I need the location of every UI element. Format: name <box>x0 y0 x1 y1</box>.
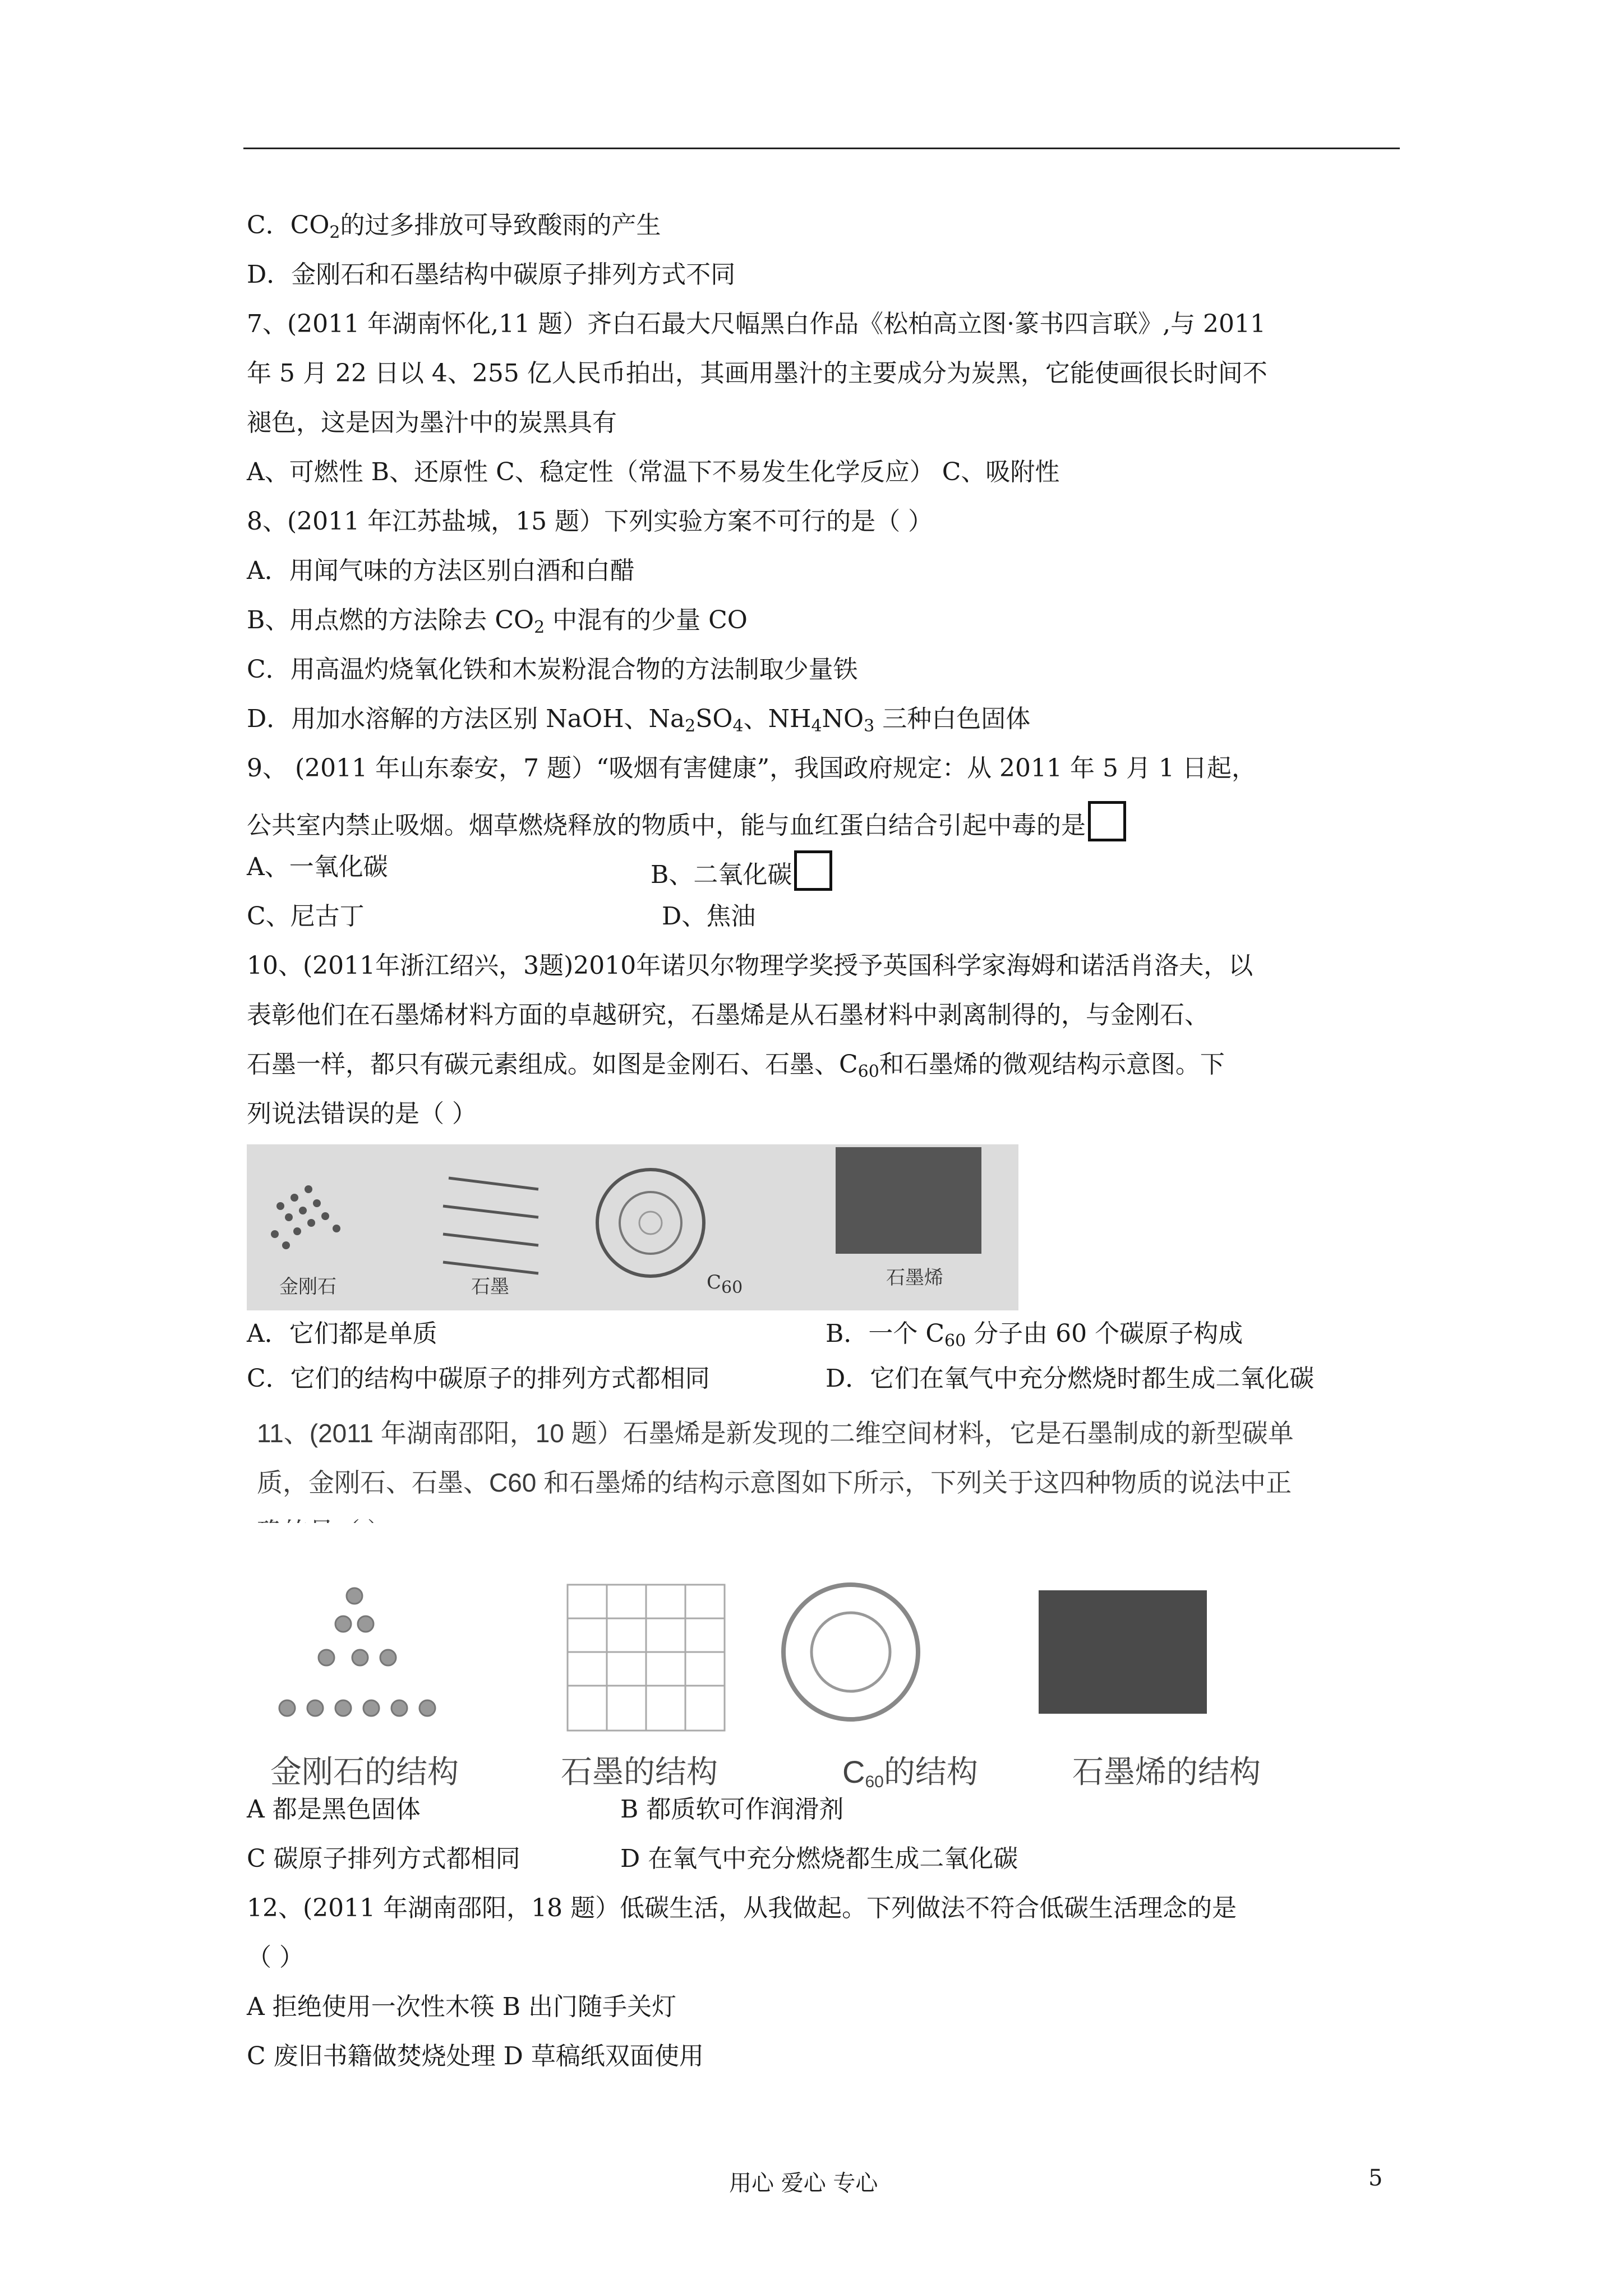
q9-option-d: D、焦油 <box>662 902 756 931</box>
q10-option-b: B．一个 $C_{60}$ 分子由 60 个碳原子构成 <box>826 1319 1243 1351</box>
q11-stem-line1: 11、(2011 年湖南邵阳，10 题）石墨烯是新发现的二维空间材料，它是石墨制成的新型碳单 <box>257 1419 1294 1448</box>
c60-structure <box>597 1170 704 1276</box>
q9-stem-line2: 公共室内禁止吸烟。烟草燃烧释放的物质中，能与血红蛋白结合引起中毒的是 <box>247 801 1126 843</box>
q12-options-ab: A 拒绝使用一次性木筷 B 出门随手关灯 <box>247 1993 677 2021</box>
q10-option-d: D．它们在氧气中充分燃烧时都生成二氧化碳 <box>826 1364 1315 1393</box>
allotrope-structures-image-2 <box>242 1562 1308 1764</box>
figure-label-graphene: 石墨烯 <box>886 1267 943 1289</box>
graphene-structure <box>836 1147 981 1254</box>
q10-stem-line2: 表彰他们在石墨烯材料方面的卓越研究，石墨烯是从石墨材料中剥离制得的，与金刚石、 <box>247 1001 1209 1029</box>
footer-motto: 用心 爱心 专心 <box>729 2170 878 2196</box>
graphite-structure-2 <box>568 1585 725 1731</box>
q8-option-b: B、用点燃的方法除去 $CO_2$ 中混有的少量 CO <box>247 606 748 637</box>
figure-label-diamond: 金刚石 <box>279 1276 336 1298</box>
q11-option-c: C 碳原子排列方式都相同 <box>247 1844 520 1873</box>
figure-label-diamond-structure: 金刚石的结构 <box>270 1754 459 1789</box>
answer-box <box>1088 801 1126 841</box>
figure-label-c60-structure: $C_{60}$的结构 <box>842 1754 978 1791</box>
answer-box <box>794 850 832 891</box>
q12-options-cd: C 废旧书籍做焚烧处理 D 草稿纸双面使用 <box>247 2042 704 2070</box>
q8-option-c: C．用高温灼烧氧化铁和木炭粉混合物的方法制取少量铁 <box>247 655 858 684</box>
q11-option-a: A 都是黑色固体 <box>247 1795 421 1824</box>
q7-options: A、可燃性 B、还原性 C、稳定性（常温下不易发生化学反应） C、吸附性 <box>247 458 1060 486</box>
q12-answer-paren: （ ） <box>247 1943 304 1972</box>
diamond-structure-2 <box>279 1588 435 1716</box>
q10-stem-line3: 石墨一样，都只有碳元素组成。如图是金刚石、石墨、$C_{60}$和石墨烯的微观结构示意图。下 <box>247 1050 1225 1082</box>
page-number: 5 <box>1368 2165 1383 2191</box>
q10-option-a: A．它们都是单质 <box>247 1319 437 1348</box>
figure-label-c60: $C_{60}$ <box>707 1271 743 1297</box>
c60-structure-2 <box>783 1585 918 1719</box>
q7-stem-line1: 7、(2011 年湖南怀化,11 题）齐白石最大尺幅黑白作品《松柏高立图·篆书四言联》,与 2011 <box>247 310 1266 338</box>
figure-label-graphene-structure: 石墨烯的结构 <box>1072 1754 1261 1789</box>
header-rule <box>243 148 1400 149</box>
q8-stem: 8、(2011 年江苏盐城，15 题）下列实验方案不可行的是（ ） <box>247 507 933 536</box>
figure-label-graphite-structure: 石墨的结构 <box>561 1754 718 1789</box>
q11-option-b: B 都质软可作润滑剂 <box>620 1795 844 1824</box>
q8-option-a: A．用闻气味的方法区别白酒和白醋 <box>247 556 635 585</box>
figure-label-graphite: 石墨 <box>471 1276 509 1298</box>
q10-stem-line4: 列说法错误的是（ ） <box>247 1099 477 1128</box>
graphite-structure <box>443 1178 538 1273</box>
carbon-allotropes-figure-1 <box>247 1144 1018 1310</box>
q11-option-d: D 在氧气中充分燃烧都生成二氧化碳 <box>620 1844 1018 1873</box>
diamond-structure <box>271 1185 340 1249</box>
q9-stem-line1: 9、 (2011 年山东泰安，7 题）“吸烟有害健康”，我国政府规定：从 2011 年 5 月 1 日起， <box>247 754 1256 783</box>
q11-stem-line2: 质，金刚石、石墨、C60 和石墨烯的结构示意图如下所示，下列关于这四种物质的说法中正 <box>257 1468 1292 1497</box>
carbon-allotropes-figure-2 <box>242 1523 1308 1792</box>
q9-option-c: C、尼古丁 <box>247 902 365 931</box>
q6-option-c: C．$CO_2$的过多排放可导致酸雨的产生 <box>247 211 661 242</box>
q7-stem-line3: 褪色，这是因为墨汁中的炭黑具有 <box>247 408 617 437</box>
q9-option-a: A、一氧化碳 <box>247 853 388 881</box>
q9-option-b: B、二氧化碳 <box>651 850 832 892</box>
q12-stem: 12、(2011 年湖南邵阳，18 题）低碳生活，从我做起。下列做法不符合低碳生活理念的是 <box>247 1894 1237 1922</box>
q10-option-c: C．它们的结构中碳原子的排列方式都相同 <box>247 1364 710 1393</box>
graphene-structure-2 <box>1039 1590 1207 1714</box>
q8-option-d: D．用加水溶解的方法区别 NaOH、$Na_2SO_4$、$NH_4NO_3$ 三种白色固体 <box>247 705 1031 736</box>
q6-option-d: D．金刚石和石墨结构中碳原子排列方式不同 <box>247 260 736 289</box>
q7-stem-line2: 年 5 月 22 日以 4、255 亿人民币拍出，其画用墨汁的主要成分为炭黑，它能使画很长时间不 <box>247 359 1267 388</box>
q10-stem-line1: 10、(2011年浙江绍兴，3题)2010年诺贝尔物理学奖授予英国科学家海姆和诺活肖洛夫，以 <box>247 951 1253 980</box>
